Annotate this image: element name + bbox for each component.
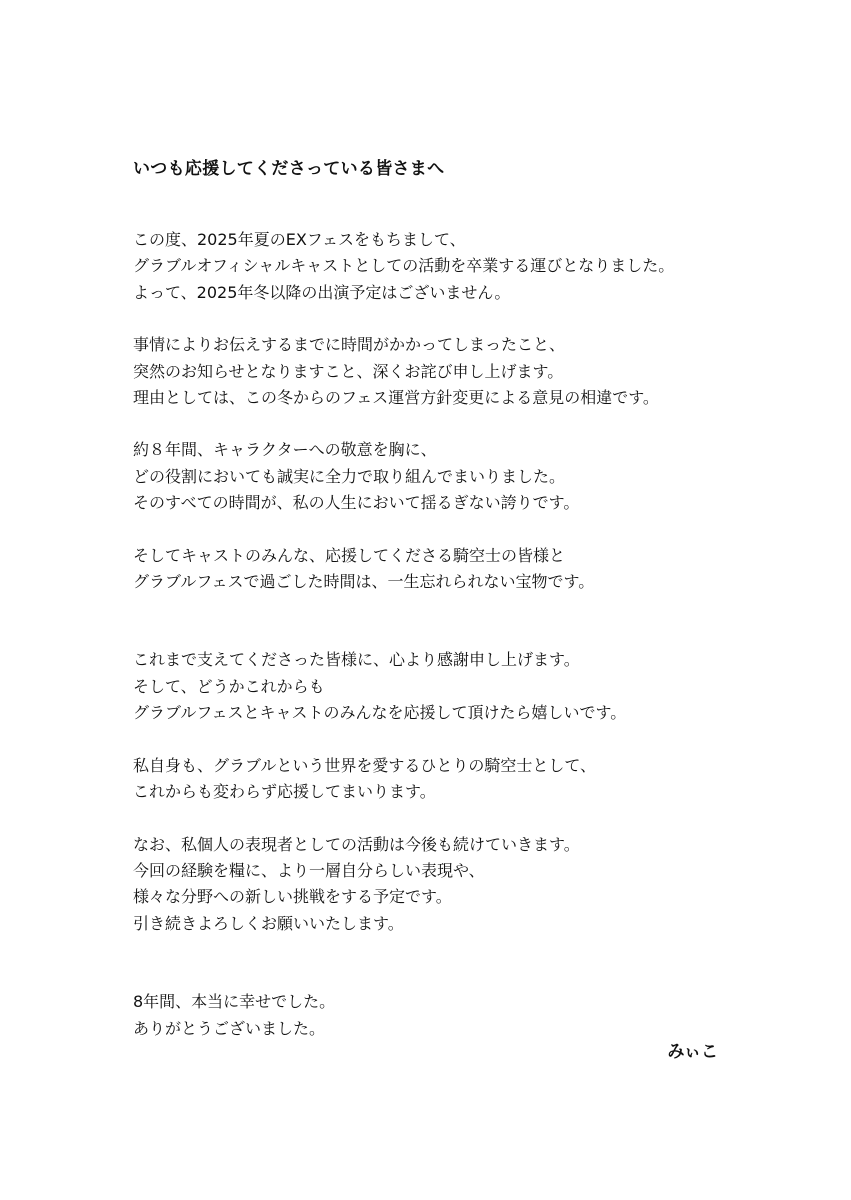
text-line: 事情によりお伝えするまでに時間がかかってしまったこと、	[133, 335, 566, 355]
text-line: グラブルオフィシャルキャストとしての活動を卒業する運びとなりました。	[133, 256, 675, 276]
text-line: この度、2025年夏のEXフェスをもちまして、	[133, 230, 466, 249]
text-line: 引き続きよろしくお願いいたします。	[133, 913, 404, 933]
text-line: そのすべての時間が、私の人生において揺るぎない誇りです。	[133, 493, 580, 513]
paragraph-eight-years	[133, 437, 733, 516]
text-line: これまで支えてくださった皆様に、心より感謝申し上げます。	[133, 650, 580, 670]
paragraph-future-activities	[133, 832, 733, 938]
letter-title: いつも応援してくださっている皆さまへ	[133, 159, 445, 179]
paragraph-continue-support	[133, 753, 733, 806]
text-line: そして、どうかこれからも	[133, 676, 325, 696]
paragraph-closing	[133, 989, 733, 1042]
text-line: 理由としては、この冬からのフェス運営方針変更による意見の相違です。	[133, 388, 659, 408]
text-line: これからも変わらず応援してまいります。	[133, 782, 436, 802]
text-line: 今回の経験を糧に、より一層自分らしい表現や、	[133, 860, 485, 880]
text-line: 私自身も、グラブルという世界を愛するひとりの騎空士として、	[133, 755, 597, 775]
paragraph-graduation	[133, 227, 733, 306]
text-line: 約８年間、キャラクターへの敬意を胸に、	[133, 440, 437, 460]
text-line: 様々な分野への新しい挑戦をする予定です。	[133, 887, 452, 907]
signature: みぃこ	[667, 1042, 718, 1062]
text-line: グラブルフェスで過ごした時間は、一生忘れられない宝物です。	[133, 572, 595, 592]
text-line: なお、私個人の表現者としての活動は今後も続けていきます。	[133, 834, 580, 854]
text-line: どの役割においても誠実に全力で取り組んでまいりました。	[133, 466, 566, 486]
text-line: 突然のお知らせとなりますこと、深くお詫び申し上げます。	[133, 361, 564, 381]
text-line: よって、2025年冬以降の出演予定はございません。	[133, 282, 511, 302]
paragraph-apology	[133, 332, 733, 411]
paragraph-treasure	[133, 543, 733, 596]
text-line: そしてキャストのみんな、応援してくださる騎空士の皆様と	[133, 545, 566, 565]
text-line: ありがとうございました。	[133, 1018, 326, 1038]
text-line: 8年間、本当に幸せでした。	[133, 992, 336, 1012]
text-line: グラブルフェスとキャストのみんなを応援して頂けたら嬉しいです。	[133, 703, 627, 723]
paragraph-thanks	[133, 647, 733, 726]
letter-body	[133, 227, 733, 1068]
